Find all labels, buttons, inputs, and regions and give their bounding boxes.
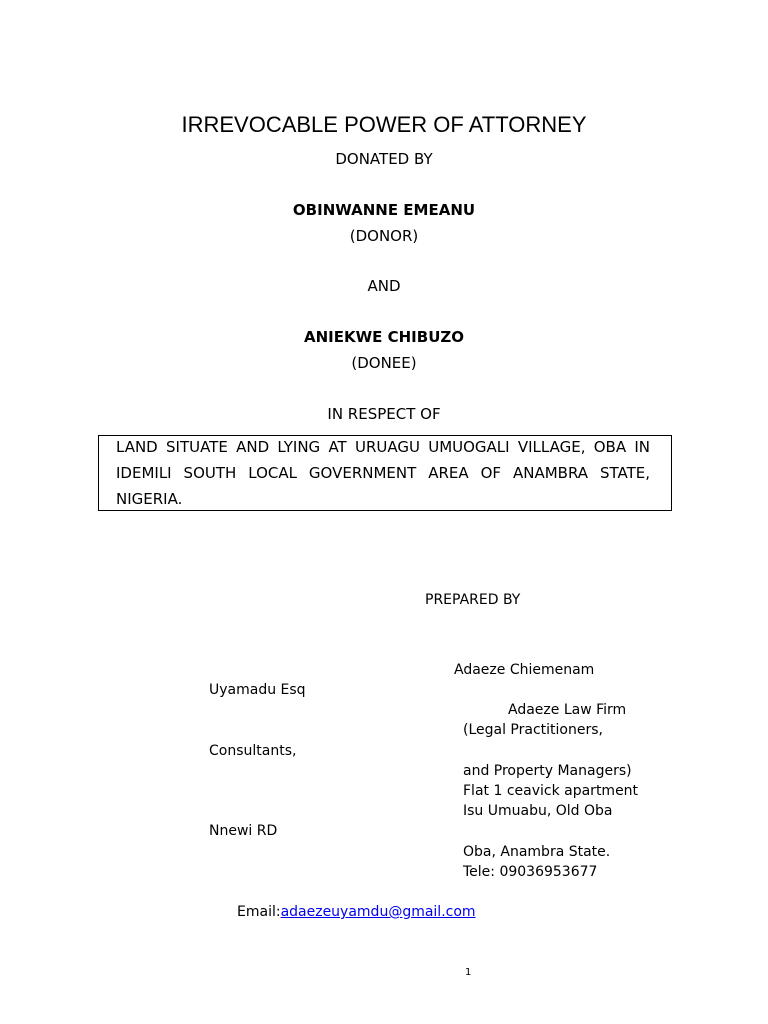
firm-role-end: and Property Managers) <box>463 763 632 779</box>
and-separator: AND <box>367 277 401 295</box>
property-line: NIGERIA. <box>116 490 183 508</box>
donee-role: (DONEE) <box>351 354 417 372</box>
preparer-name-continued: Uyamadu Esq <box>209 682 306 698</box>
property-line: IDEMILI SOUTH LOCAL GOVERNMENT AREA OF ANAMBRA STATE, <box>116 464 650 482</box>
in-respect-of-label: IN RESPECT OF <box>327 405 441 423</box>
property-description-box <box>98 435 672 511</box>
email-row <box>237 904 476 920</box>
address-line-continued: Nnewi RD <box>209 823 278 839</box>
address-line: Flat 1 ceavick apartment <box>463 783 639 799</box>
donee-name: ANIEKWE CHIBUZO <box>303 328 464 346</box>
preparer-name: Adaeze Chiemenam <box>454 662 595 678</box>
property-line: LAND SITUATE AND LYING AT URUAGU UMUOGALI VILLAGE, OBA IN <box>116 438 650 456</box>
donor-role: (DONOR) <box>349 227 419 245</box>
document-title: IRREVOCABLE POWER OF ATTORNEY <box>181 112 587 137</box>
email-link[interactable]: adaezeuyamdu@gmail.com <box>280 904 476 920</box>
firm-role-continued: Consultants, <box>209 743 297 759</box>
page-number: 1 <box>465 967 472 978</box>
donor-name: OBINWANNE EMEANU <box>292 201 476 219</box>
address-line: Isu Umuabu, Old Oba <box>463 803 613 819</box>
telephone: Tele: 09036953677 <box>463 864 598 880</box>
firm-role: (Legal Practitioners, <box>463 722 603 738</box>
law-firm-name: Adaeze Law Firm <box>508 702 627 718</box>
donated-by-label: DONATED BY <box>335 150 433 168</box>
address-line: Oba, Anambra State. <box>463 844 611 860</box>
prepared-by-label: PREPARED BY <box>425 592 521 608</box>
email-label: Email: <box>237 904 281 920</box>
